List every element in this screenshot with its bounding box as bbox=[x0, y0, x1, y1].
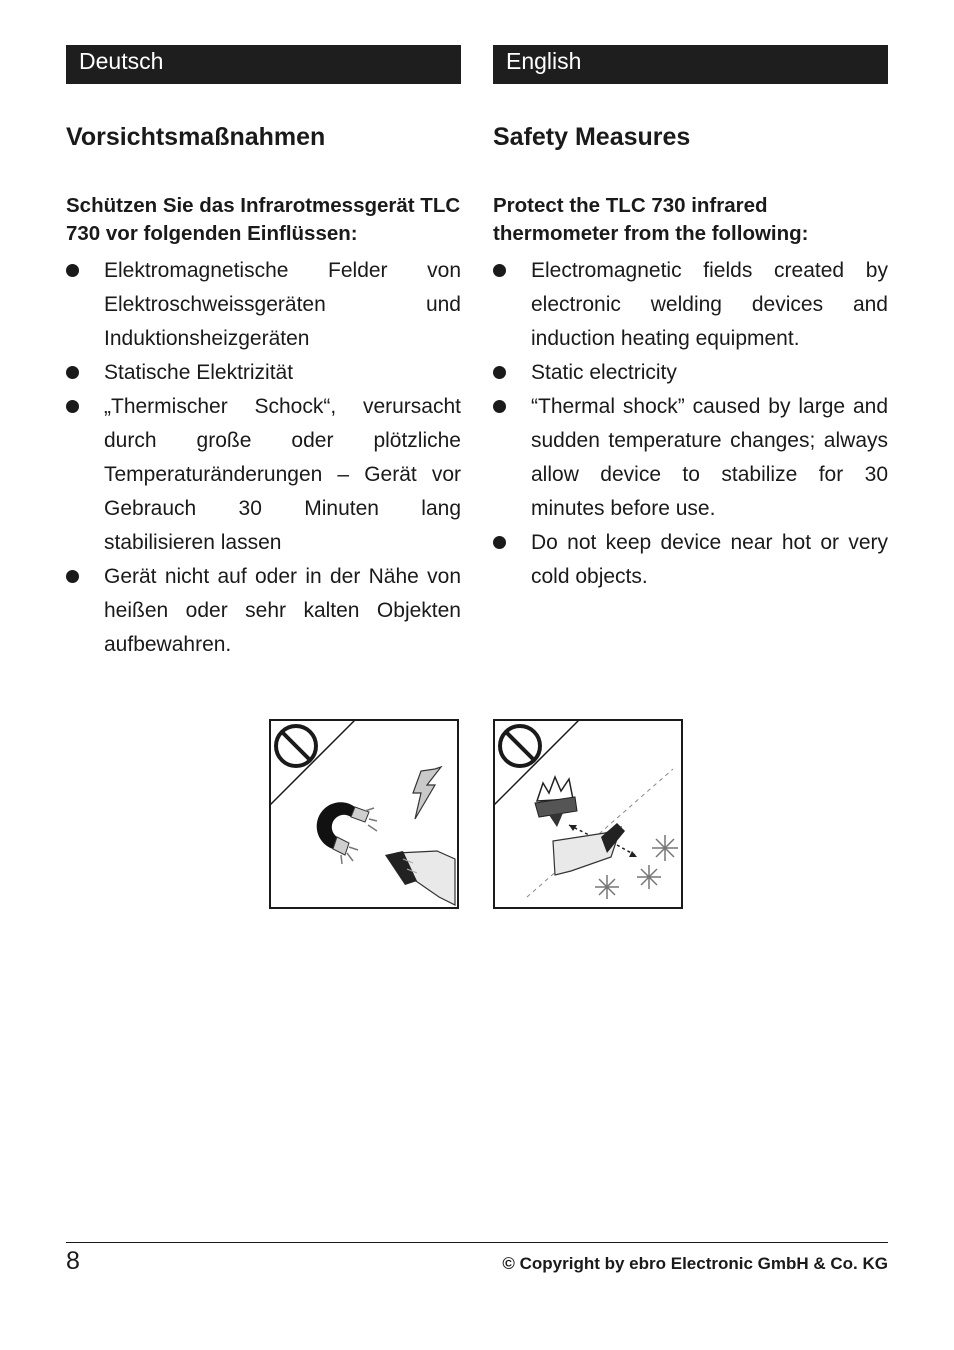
bullet-icon bbox=[493, 400, 506, 413]
list-item: Static electricity bbox=[493, 356, 888, 390]
precaution-list-german bbox=[66, 254, 461, 662]
copyright-notice: © Copyright by ebro Electronic GmbH & Co. KG bbox=[502, 1254, 888, 1273]
section-heading-english: Safety Measures bbox=[493, 123, 691, 151]
list-item: Statische Elektrizität bbox=[66, 356, 461, 390]
list-item: Electromagnetic fields created by electronic welding devices and induction heating equipment. bbox=[493, 254, 888, 356]
list-item: Elektromagnetische Felder von Elektroschweissgeräten und Induktionsheizgeräten bbox=[66, 254, 461, 356]
intro-text-german: Schützen Sie das Infrarotmessgerät TLC 730 vor folgenden Einflüssen: bbox=[66, 194, 461, 245]
page-number: 8 bbox=[66, 1247, 80, 1275]
no-magnet-lightning-icon bbox=[269, 719, 459, 909]
bullet-icon bbox=[493, 264, 506, 277]
intro-text-english: Protect the TLC 730 infrared thermometer from the following: bbox=[493, 194, 809, 245]
bullet-icon bbox=[66, 264, 79, 277]
list-item: Do not keep device near hot or very cold objects. bbox=[493, 526, 888, 594]
list-item: „Thermischer Schock“, verursacht durch große oder plötzliche Temperaturänderungen – Gerät vor Gebrauch 30 Minuten lang stabilisieren lassen bbox=[66, 390, 461, 560]
footer-divider bbox=[66, 1242, 888, 1243]
english-column bbox=[493, 45, 888, 594]
bullet-icon bbox=[493, 366, 506, 379]
no-hot-cold-icon bbox=[493, 719, 683, 909]
list-item: Gerät nicht auf oder in der Nähe von heißen oder sehr kalten Objekten aufbewahren. bbox=[66, 560, 461, 662]
bullet-icon bbox=[66, 400, 79, 413]
bullet-icon bbox=[66, 570, 79, 583]
section-heading-german: Vorsichtsmaßnahmen bbox=[66, 123, 326, 151]
bullet-icon bbox=[493, 536, 506, 549]
language-label-german: Deutsch bbox=[66, 45, 461, 84]
german-column bbox=[66, 45, 461, 662]
bullet-icon bbox=[66, 366, 79, 379]
language-label-english: English bbox=[493, 45, 888, 84]
precaution-list-english bbox=[493, 254, 888, 594]
list-item: “Thermal shock” caused by large and sudden temperature changes; always allow device to stabilize for 30 minutes before use. bbox=[493, 390, 888, 526]
